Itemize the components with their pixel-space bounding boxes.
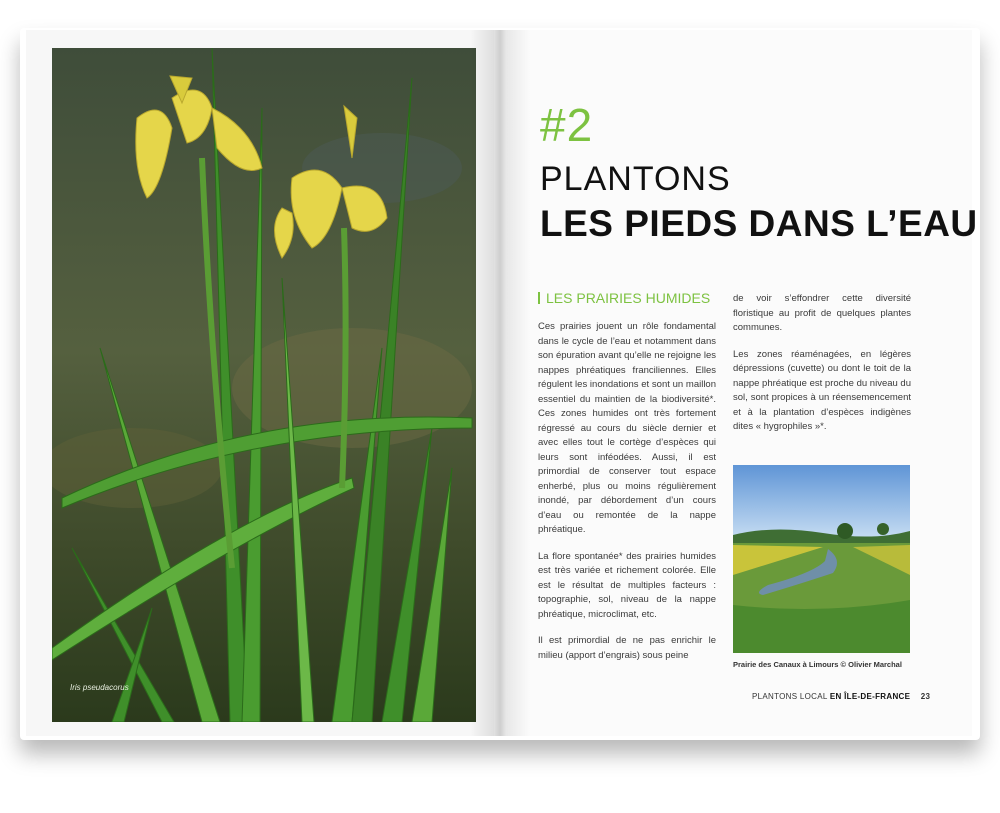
text-column-2 xyxy=(733,292,911,447)
chapter-number: #2 xyxy=(540,99,594,151)
paragraph: La flore spontanée* des prairies humides est très variée et richement colorée. Elle est le résultat de multiples facteurs : topographie, sol, niveau de la nappe phréatique, microclimat, etc. xyxy=(538,550,716,620)
paragraph: Ces prairies jouent un rôle fondamental dans le cycle de l’eau et notamment dans son épuration avant qu’elle ne rejoigne les nappes phréatiques franciliennes. Elles régulent les inondations et sont un maillon essentiel du maintien de la biodiversité*. Ces zones humides ont très fortement régressé au cours du siècle dernier et avec elles tout le cortège d’espèces qui leurs sont inféodées. Aussi, il est primordial de conserver tout espace enherbé, plus ou moins régulièrement inondé, par débordement d’un cours d’eau ou remontée de la nappe phréatique. xyxy=(538,321,716,535)
section-title: LES PRAIRIES HUMIDES xyxy=(546,290,711,306)
page-footer xyxy=(752,692,930,701)
prairie-photo xyxy=(733,465,910,653)
photo-caption: Iris pseudacorus xyxy=(70,683,129,692)
paragraph: de voir s’effondrer cette diversité floristique au profit de quelques plantes communes. xyxy=(733,293,911,333)
chapter-title-line2: LES PIEDS DANS L’EAU xyxy=(540,203,978,244)
inset-caption: Prairie des Canaux à Limours © Olivier Marchal xyxy=(733,660,902,669)
section-bar-icon xyxy=(538,292,540,304)
iris-photo xyxy=(52,48,476,722)
chapter-title-line1: PLANTONS xyxy=(540,160,731,198)
book-gutter xyxy=(470,30,530,736)
footer-region: EN ÎLE-DE-FRANCE xyxy=(829,692,911,701)
prairie-illustration xyxy=(733,465,910,653)
text-column-1 xyxy=(538,320,716,675)
footer-label: PLANTONS LOCAL xyxy=(752,692,828,701)
page-number: 23 xyxy=(920,692,931,701)
paragraph: Les zones réaménagées, en légères dépressions (cuvette) ou dont le toit de la nappe phréatique est proche du niveau du sol, sont propices à un réensemencement et à la plantation d’espèces indigènes dites « hygrophiles »*. xyxy=(733,348,911,432)
iris-illustration xyxy=(52,48,476,722)
section-heading xyxy=(538,290,710,306)
paragraph: Il est primordial de ne pas enrichir le milieu (apport d’engrais) sous peine xyxy=(538,635,716,661)
